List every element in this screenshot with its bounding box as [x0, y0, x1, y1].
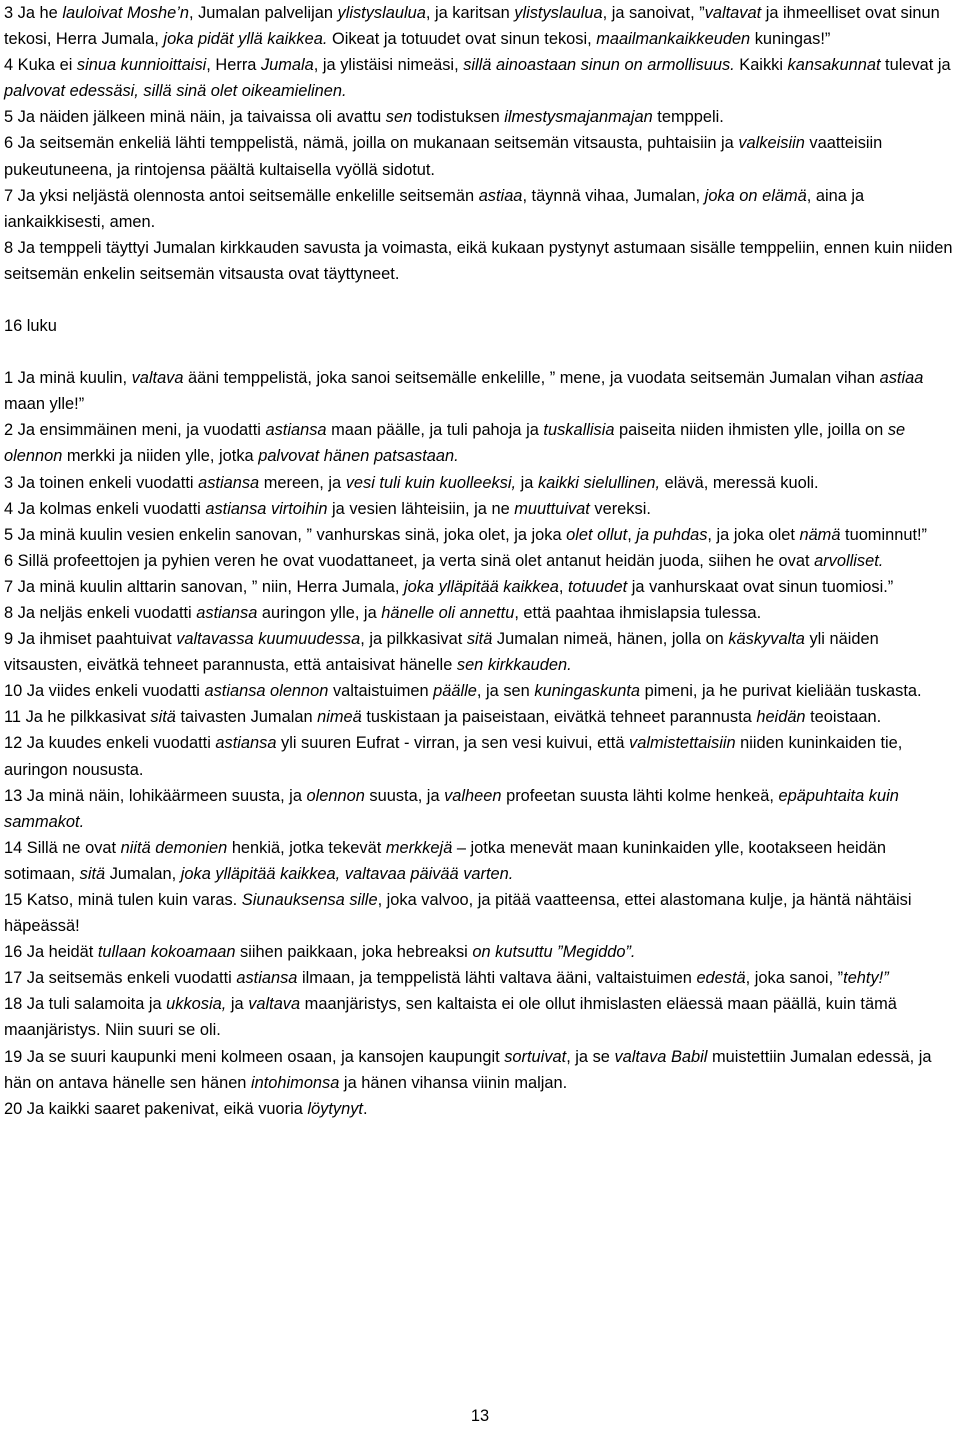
verse-text: vaatteisiin pukeutuneena, ja rintojensa päältä kultaisella vyöllä sidotut. — [4, 134, 883, 179]
verse-text-italic: epäpuhtaita kuin sammakot. — [4, 786, 899, 831]
verse-paragraph — [4, 783, 954, 835]
verse-text: auringon ylle, ja — [257, 603, 382, 622]
verse-text: 2 Ja ensimmäinen meni, ja vuodatti — [4, 421, 266, 440]
verse-paragraph — [4, 52, 954, 104]
verse-text: 13 Ja minä näin, lohikäärmeen suusta, ja — [4, 786, 307, 805]
verse-text-italic: valtava — [248, 995, 301, 1014]
verse-text-italic: kansakunnat — [787, 56, 881, 75]
verse-text: 1 Ja minä kuulin, — [4, 369, 132, 388]
verse-text: . — [362, 1099, 368, 1118]
verse-text: 12 Ja kuudes enkeli vuodatti — [4, 734, 216, 753]
verse-text: taivasten Jumalan — [175, 708, 318, 727]
verse-text: yli suuren Eufrat - virran, ja sen vesi kuivui, että — [276, 734, 630, 753]
verse-text-italic: tehty!” — [843, 969, 889, 988]
verse-text: 4 Kuka ei — [4, 56, 77, 75]
verse-paragraph — [4, 939, 954, 965]
verse-text-italic: sen kirkkauden. — [456, 656, 572, 675]
verse-text: , että paahtaa ihmislapsia tulessa. — [514, 603, 762, 622]
verse-text: maan päälle, ja tuli pahoja ja — [326, 421, 544, 440]
verse-text: , joka sanoi, ” — [745, 969, 844, 988]
verse-text: todistuksen — [412, 108, 505, 127]
verse-text-italic: arvolliset. — [814, 551, 884, 570]
verse-text-italic: astiansa — [236, 969, 298, 988]
verse-text-italic: olennon — [306, 786, 365, 805]
verse-text-italic: sen — [385, 108, 413, 127]
verse-text-italic: totuudet — [567, 577, 628, 596]
verse-text: , Herra — [206, 56, 261, 75]
verse-text-italic: valtavat — [704, 4, 762, 22]
verse-text-italic: vesi tuli kuin kuolleeksi, — [345, 473, 517, 492]
verse-paragraph — [4, 365, 954, 417]
verse-text-italic: ilmestysmajanmajan — [504, 108, 653, 127]
verse-text-italic: intohimonsa — [250, 1073, 340, 1092]
verse-paragraph — [4, 574, 954, 600]
verse-text-italic: joka ylläpitää kaikkea, valtavaa päivää varten. — [180, 864, 514, 883]
verse-paragraph — [4, 235, 954, 287]
verse-text: 10 Ja viides enkeli vuodatti — [4, 682, 205, 701]
verse-list-chapter-16 — [4, 365, 954, 1122]
verse-text: , ja karitsan — [425, 4, 515, 22]
verse-text: maan ylle!” — [4, 395, 85, 414]
verse-paragraph — [4, 0, 954, 52]
verse-text: ja vesien lähteisiin, ja ne — [327, 499, 515, 518]
verse-text: Oikeat ja totuudet ovat sinun tekosi, — [327, 30, 597, 49]
verse-text-italic: löytynyt — [307, 1099, 363, 1118]
verse-paragraph — [4, 1044, 954, 1096]
verse-text-italic: heidän — [756, 708, 806, 727]
verse-text: 8 Ja neljäs enkeli vuodatti — [4, 603, 197, 622]
verse-text-italic: sortuivat — [504, 1047, 567, 1066]
verse-text-italic: hänelle oli annettu — [381, 603, 515, 622]
verse-paragraph — [4, 104, 954, 130]
verse-text: 15 Katso, minä tulen kuin varas. — [4, 891, 242, 909]
verse-text: , ja joka olet — [707, 525, 800, 544]
verse-text-italic: sitä — [150, 708, 176, 727]
verse-list-chapter-15 — [4, 0, 954, 287]
verse-text: yli näiden vitsausten, eivätkä tehneet parannusta, että antaisivat hänelle — [4, 630, 879, 675]
verse-text-italic: maailmankaikkeuden — [596, 30, 751, 49]
blank-line — [4, 287, 954, 313]
verse-text: , joka valvoo, ja pitää vaatteensa, ettei alastomana kulje, ja häntä nähtäisi häpeässä! — [4, 891, 912, 936]
verse-text-italic: ukkosia, — [166, 995, 227, 1014]
verse-text-italic: palvovat hänen patsastaan. — [258, 447, 459, 466]
verse-paragraph — [4, 470, 954, 496]
verse-text-italic: palvovat edessäsi, sillä sinä olet oikeamielinen. — [4, 82, 347, 101]
verse-text-italic: sillä ainoastaan sinun on armollisuus. — [463, 56, 735, 75]
verse-text-italic: niitä demonien — [120, 838, 228, 857]
verse-text: , ja se — [566, 1047, 615, 1066]
verse-text: suusta, ja — [364, 786, 445, 805]
verse-text: – jotka menevät maan kuninkaiden ylle, kootakseen heidän sotimaan, — [4, 838, 887, 883]
verse-text: ja — [516, 473, 538, 492]
verse-text: 3 Ja toinen enkeli vuodatti — [4, 473, 199, 492]
verse-text: , — [558, 577, 568, 596]
blank-line — [4, 339, 954, 365]
verse-text-italic: olet ollut — [566, 525, 628, 544]
verse-text-italic: ylistyslaulua — [514, 4, 603, 22]
verse-paragraph — [4, 704, 954, 730]
verse-text: tuskistaan ja paiseistaan, eivätkä tehneet parannusta — [361, 708, 757, 727]
verse-paragraph — [4, 991, 954, 1043]
verse-text: maanjäristys, sen kaltaista ei ole ollut ihmislasten eläessä maan päällä, kuin tämä maanjäristys. Niin suuri se oli. — [4, 995, 897, 1040]
verse-text: merkki ja niiden ylle, jotka — [62, 447, 259, 466]
verse-text: ääni temppelistä, joka sanoi seitsemälle enkelille, ” mene, ja vuodata seitsemän Jumalan vihan — [183, 369, 880, 388]
verse-paragraph — [4, 417, 954, 469]
verse-text: ja ihmeelliset ovat sinun tekosi, Herra Jumala, — [4, 4, 940, 49]
verse-text: 7 Ja yksi neljästä olennosta antoi seitsemälle enkelille seitsemän — [4, 186, 479, 205]
verse-text: kuningas!” — [750, 30, 831, 49]
verse-text: vereksi. — [589, 499, 651, 518]
verse-text: , ja sen — [476, 682, 535, 701]
verse-text-italic: tuskallisia — [543, 421, 615, 440]
verse-text: 7 Ja minä kuulin alttarin sanovan, ” niin, Herra Jumala, — [4, 577, 404, 596]
verse-text-italic: joka ylläpitää kaikkea — [403, 577, 559, 596]
verse-text: profeetan suusta lähti kolme henkeä, — [501, 786, 779, 805]
verse-text: 8 Ja temppeli täyttyi Jumalan kirkkauden savusta ja voimasta, eikä kukaan pystynyt astumaan sisälle temppeliin, ennen kuin niiden seitsemän enkelin seitsemän vitsausta ovat täyttyneet. — [4, 238, 953, 283]
verse-text: henkiä, jotka tekevät — [227, 838, 386, 857]
verse-text-italic: Siunauksensa sille — [241, 891, 378, 909]
verse-text-italic: lauloivat Moshe’n — [62, 4, 189, 22]
verse-text-italic: nimeä — [317, 708, 362, 727]
chapter-heading: 16 luku — [4, 317, 57, 336]
verse-text: muistettiin Jumalan edessä, ja hän on antava hänelle sen hänen — [4, 1047, 932, 1092]
verse-paragraph — [4, 678, 954, 704]
verse-text-italic: astiansa — [215, 734, 277, 753]
verse-paragraph — [4, 183, 954, 235]
verse-text-italic: astiaa — [478, 186, 523, 205]
verse-paragraph — [4, 730, 954, 782]
verse-paragraph — [4, 522, 954, 548]
verse-text-italic: sitä — [79, 864, 106, 883]
verse-text-italic: astiansa — [265, 421, 327, 440]
verse-text: tuominnut!” — [840, 525, 928, 544]
verse-text: Jumalan nimeä, hänen, jolla on — [492, 630, 729, 649]
verse-text: paiseita niiden ihmisten ylle, joilla on — [614, 421, 888, 440]
verse-text: valtaistuimen — [328, 682, 434, 701]
verse-text: 6 Sillä profeettojen ja pyhien veren he ovat vuodattaneet, ja verta sinä olet antanut heidän juoda, siihen he ovat — [4, 551, 815, 570]
page-number: 13 — [470, 1407, 490, 1425]
verse-text: 19 Ja se suuri kaupunki meni kolmeen osaan, ja kansojen kaupungit — [4, 1047, 505, 1066]
verse-text-italic: valmistettaisiin — [629, 734, 736, 753]
verse-text-italic: nämä — [799, 525, 841, 544]
verse-text: , ja sanoivat, ” — [602, 4, 705, 22]
verse-text: temppeli. — [652, 108, 724, 127]
verse-text: , täynnä vihaa, Jumalan, — [522, 186, 705, 205]
verse-paragraph — [4, 965, 954, 991]
verse-text: 16 Ja heidät — [4, 943, 98, 962]
verse-text: ja — [226, 995, 249, 1014]
verse-text-italic: valtavassa kuumuudessa — [176, 630, 361, 649]
verse-text: 11 Ja he pilkkasivat — [4, 708, 151, 727]
verse-text: elävä, meressä kuoli. — [660, 473, 819, 492]
verse-text-italic: on kutsuttu ”Megiddo”. — [472, 943, 636, 962]
verse-text: ilmaan, ja temppelistä lähti valtava ääni, valtaistuimen — [297, 969, 697, 988]
verse-text-italic: kaikki sielullinen, — [537, 473, 661, 492]
verse-text-italic: tullaan kokoamaan — [97, 943, 236, 962]
verse-paragraph — [4, 887, 954, 939]
verse-text-italic: valkeisiin — [738, 134, 805, 153]
verse-text-italic: astiansa olennon — [204, 682, 329, 701]
verse-text-italic: valheen — [444, 786, 502, 805]
verse-text-italic: astiaa — [879, 369, 924, 388]
verse-text: ja vanhurskaat ovat sinun tuomiosi.” — [627, 577, 894, 596]
verse-text-italic: valtava — [131, 369, 184, 388]
verse-text-italic: muuttuivat — [514, 499, 590, 518]
verse-text: niiden kuninkaiden tie, auringon noususta. — [4, 734, 903, 779]
verse-paragraph — [4, 130, 954, 182]
verse-text: 20 Ja kaikki saaret pakenivat, eikä vuoria — [4, 1099, 308, 1118]
verse-text-italic: merkkejä — [385, 838, 453, 857]
verse-text-italic: ylistyslaulua — [337, 4, 426, 22]
verse-paragraph — [4, 835, 954, 887]
verse-text: 9 Ja ihmiset paahtuivat — [4, 630, 177, 649]
verse-text: , ja ylistäisi nimeäsi, — [313, 56, 464, 75]
verse-text-italic: käskyvalta — [728, 630, 805, 649]
verse-text: 5 Ja näiden jälkeen minä näin, ja taivaissa oli avattu — [4, 108, 386, 127]
verse-text-italic: astiansa — [196, 603, 258, 622]
verse-text: , ja pilkkasivat — [360, 630, 467, 649]
verse-text-italic: joka pidät yllä kaikkea. — [163, 30, 328, 49]
verse-text: 6 Ja seitsemän enkeliä lähti temppelistä, nämä, joilla on mukanaan seitsemän vitsausta, puhtaisiin ja — [4, 134, 739, 153]
verse-paragraph — [4, 600, 954, 626]
verse-text: 17 Ja seitsemäs enkeli vuodatti — [4, 969, 237, 988]
verse-text: 14 Sillä ne ovat — [4, 838, 121, 857]
verse-text-italic: ja puhdas — [636, 525, 708, 544]
verse-text-italic: kuningaskunta — [534, 682, 641, 701]
verse-text: 3 Ja he — [4, 4, 63, 22]
verse-paragraph — [4, 626, 954, 678]
verse-paragraph — [4, 548, 954, 574]
verse-text: Jumalan, — [105, 864, 181, 883]
verse-text: pimeni, ja he purivat kieliään tuskasta. — [640, 682, 922, 701]
verse-text-italic: päälle — [433, 682, 477, 701]
verse-text-italic: Jumala — [260, 56, 314, 75]
verse-text-italic: edestä — [696, 969, 746, 988]
verse-paragraph — [4, 1096, 954, 1122]
verse-text: 5 Ja minä kuulin vesien enkelin sanovan, ” vanhurskas sinä, joka olet, ja joka — [4, 525, 567, 544]
verse-paragraph — [4, 496, 954, 522]
verse-text-italic: astiansa — [198, 473, 260, 492]
verse-text: , aina ja iankaikkisesti, amen. — [4, 186, 865, 231]
verse-text-italic: se olennon — [4, 421, 906, 466]
verse-text: teoistaan. — [805, 708, 882, 727]
verse-text: , Jumalan palvelijan — [188, 4, 338, 22]
verse-text: , — [627, 525, 637, 544]
verse-text-italic: joka on elämä — [704, 186, 807, 205]
verse-text: mereen, ja — [259, 473, 346, 492]
verse-text: 18 Ja tuli salamoita ja — [4, 995, 167, 1014]
verse-text: Kaikki — [734, 56, 788, 75]
verse-text-italic: sitä — [466, 630, 493, 649]
verse-text-italic: sinua kunnioittaisi — [76, 56, 207, 75]
verse-text-italic: valtava Babil — [614, 1047, 708, 1066]
verse-text: 4 Ja kolmas enkeli vuodatti — [4, 499, 206, 518]
verse-text: ja hänen vihansa viinin maljan. — [339, 1073, 568, 1092]
verse-text: siihen paikkaan, joka hebreaksi — [235, 943, 473, 962]
verse-text-italic: astiansa virtoihin — [205, 499, 328, 518]
verse-text: tulevat ja — [880, 56, 951, 75]
